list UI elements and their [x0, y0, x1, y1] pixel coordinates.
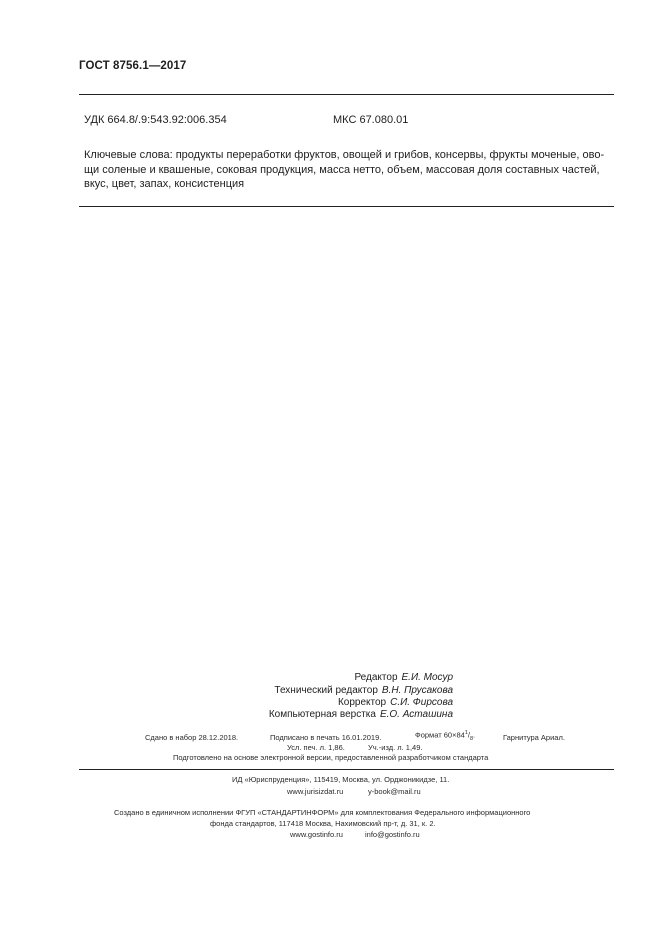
imprint-publ-sheets: Уч.-изд. л. 1,49. [368, 743, 423, 752]
keywords-line-1: Ключевые слова: продукты переработки фруктов, овощей и грибов, консервы, фрукты моченые, ово- [84, 149, 605, 161]
credit-name: Е.И. Мосур [401, 672, 453, 683]
credit-role: Компьютерная верстка [268, 709, 376, 720]
credit-editor [354, 672, 453, 683]
mks-code: МКС 67.080.01 [333, 114, 409, 126]
publisher-site: www.jurisizdat.ru [287, 787, 344, 796]
credit-role: Технический редактор [274, 685, 378, 696]
publisher-address: ИД «Юриспруденция», 115419, Москва, ул. Орджоникидзе, 11. [232, 775, 450, 784]
credit-role: Редактор [354, 672, 398, 683]
imprint-signed-date: Подписано в печать 16.01.2019. [270, 733, 382, 742]
keywords-line-3: вкус, цвет, запах, консистенция [84, 178, 245, 190]
publisher-email: y-book@mail.ru [368, 787, 421, 796]
credit-tech-editor [274, 685, 453, 696]
keywords-line-2: щи соленые и квашеные, соковая продукция, масса нетто, объем, массовая доля составных частей, [84, 163, 600, 176]
credit-role: Корректор [337, 697, 387, 708]
document-id: ГОСТ 8756.1—2017 [79, 60, 187, 72]
footer-email: info@gostinfo.ru [365, 830, 420, 839]
divider-top [79, 94, 614, 95]
credit-corrector [338, 697, 453, 708]
credit-name: В.Н. Прусакова [381, 685, 453, 696]
divider-keywords [79, 206, 614, 207]
credit-layout [269, 709, 453, 720]
imprint-print-sheets: Усл. печ. л. 1,86. [287, 743, 345, 752]
imprint-format: Формат $60\times 84^1/_8$. [415, 730, 476, 742]
footer-site: www.gostinfo.ru [290, 830, 343, 839]
credit-name: С.И. Фирсова [390, 697, 453, 708]
footer-line-2: фонда стандартов, 117418 Москва, Нахимовский пр-т, д. 31, к. 2. [210, 819, 436, 828]
credit-name: Е.О. Асташина [379, 709, 453, 720]
footer-line-1: Создано в единичном исполнении ФГУП «СТАНДАРТИНФОРМ» для комплектования Федерального информационного [114, 808, 531, 817]
imprint-typeset-date: Сдано в набор 28.12.2018. [145, 733, 239, 742]
divider-imprint [79, 769, 614, 770]
udk-code: УДК 664.8/.9:543.92:006.354 [84, 114, 227, 126]
imprint-prepared-note: Подготовлено на основе электронной версии, предоставленной разработчиком стандарта [173, 753, 489, 762]
imprint-font: Гарнитура Ариал. [503, 733, 565, 742]
keywords-block [84, 148, 604, 192]
